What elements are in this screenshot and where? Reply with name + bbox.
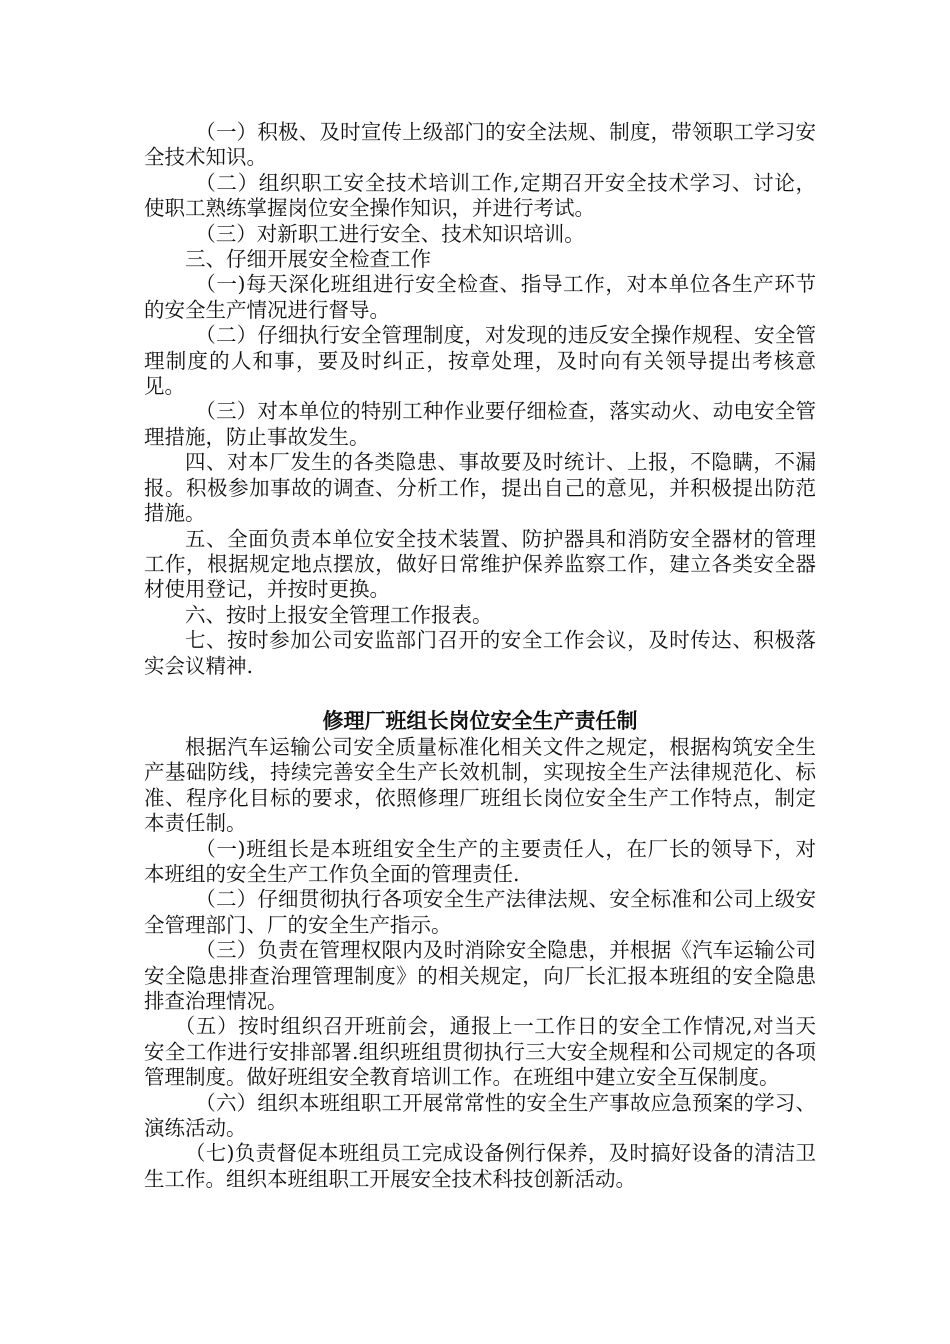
paragraph: （六）组织本班组职工开展常常性的安全生产事故应急预案的学习、演练活动。	[144, 1090, 816, 1141]
paragraph: （三）对本单位的特别工种作业要仔细检查，落实动火、动电安全管理措施，防止事故发生。	[144, 399, 816, 449]
section-title: 修理厂班组长岗位安全生产责任制	[322, 708, 638, 733]
paragraph: 六、按时上报安全管理工作报表。	[185, 602, 493, 627]
paragraph: （二）组织职工安全技术培训工作,定期召开安全技术学习、讨论，使职工熟练掌握岗位安全操作知识，并进行考试。	[144, 170, 816, 221]
paragraph: （七)负责督促本班组员工完成设备例行保养，及时搞好设备的清洁卫生工作。组织本班组职工开展安全技术科技创新活动。	[144, 1141, 816, 1191]
paragraph: （三）对新职工进行安全、技术知识培训。	[195, 221, 585, 246]
paragraph: 四、对本厂发生的各类隐患、事故要及时统计、上报，不隐瞒，不漏报。积极参加事故的调查、分析工作，提出自己的意见，并积极提出防范措施。	[144, 450, 816, 526]
paragraph: （五）按时组织召开班前会，通报上一工作日的安全工作情况,对当天安全工作进行安排部署.组织班组贯彻执行三大安全规程和公司规定的各项管理制度。做好班组安全教育培训工作。在班组中建立安全互保制度。	[144, 1014, 816, 1090]
paragraph: （一)班组长是本班组安全生产的主要责任人，在厂长的领导下，对本班组的安全生产工作负全面的管理责任.	[144, 836, 816, 886]
paragraph: （二）仔细贯彻执行各项安全生产法律法规、安全标准和公司上级安全管理部门、厂的安全生产指示。	[144, 887, 816, 937]
paragraph: （二）仔细执行安全管理制度，对发现的违反安全操作规程、安全管理制度的人和事，要及时纠正，按章处理，及时向有关领导提出考核意见。	[144, 323, 816, 399]
paragraph: （三）负责在管理权限内及时消除安全隐患，并根据《汽车运输公司安全隐患排查治理管理制度》的相关规定，向厂长汇报本班组的安全隐患排查治理情况。	[144, 938, 816, 1013]
section-heading: 三、仔细开展安全检查工作	[185, 247, 431, 272]
document-body	[144, 120, 816, 1192]
paragraph: （一）积极、及时宣传上级部门的安全法规、制度，带领职工学习安全技术知识。	[144, 120, 816, 170]
paragraph: 七、按时参加公司安监部门召开的安全工作会议，及时传达、积极落实会议精神.	[144, 628, 816, 678]
paragraph: （一)每天深化班组进行安全检查、指导工作，对本单位各生产环节的安全生产情况进行督导。	[144, 272, 816, 322]
paragraph: 根据汽车运输公司安全质量标准化相关文件之规定，根据构筑安全生产基础防线，持续完善安全生产长效机制，实现按全生产法律规范化、标准、程序化目标的要求，依照修理厂班组长岗位安全生产工作特点，制定本责任制。	[144, 734, 816, 836]
paragraph: 五、全面负责本单位安全技术装置、防护器具和消防安全器材的管理工作，根据规定地点摆放，做好日常维护保养监察工作，建立各类安全器材使用登记，并按时更换。	[144, 526, 816, 602]
